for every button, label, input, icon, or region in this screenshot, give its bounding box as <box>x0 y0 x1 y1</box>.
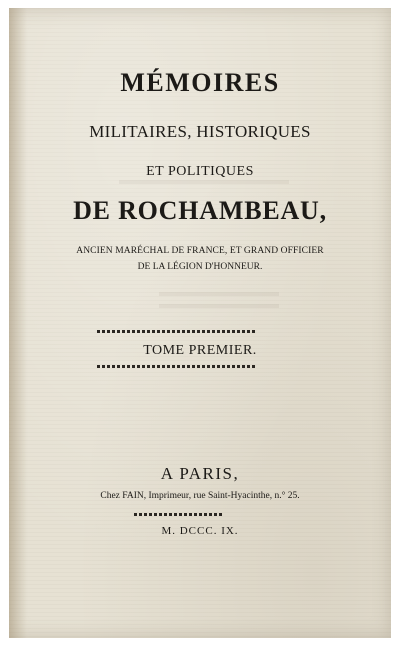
author-description-line-1: ANCIEN MARÉCHAL DE FRANCE, ET GRAND OFFICIER <box>76 246 324 256</box>
show-through-mark <box>159 304 279 308</box>
book-subtitle-2: ET POLITIQUES <box>146 164 254 179</box>
ornamental-rule-imprint <box>134 513 224 516</box>
ornamental-rule-top <box>97 330 257 333</box>
title-page <box>9 8 391 638</box>
show-through-mark <box>119 180 289 184</box>
author-name: DE ROCHAMBEAU, <box>73 196 327 225</box>
book-title: MÉMOIRES <box>120 68 280 97</box>
printer-imprint: Chez FAIN, Imprimeur, rue Saint-Hyacinthe, n.° 25. <box>100 491 300 501</box>
book-subtitle: MILITAIRES, HISTORIQUES <box>89 122 311 141</box>
author-description-line-2: DE LA LÉGION D'HONNEUR. <box>137 262 263 272</box>
volume-label: TOME PREMIER. <box>143 343 257 358</box>
publication-place: A PARIS, <box>160 464 240 483</box>
ornamental-rule-bottom <box>97 365 257 368</box>
show-through-mark <box>159 292 279 296</box>
publication-year: M. DCCC. IX. <box>161 525 239 537</box>
